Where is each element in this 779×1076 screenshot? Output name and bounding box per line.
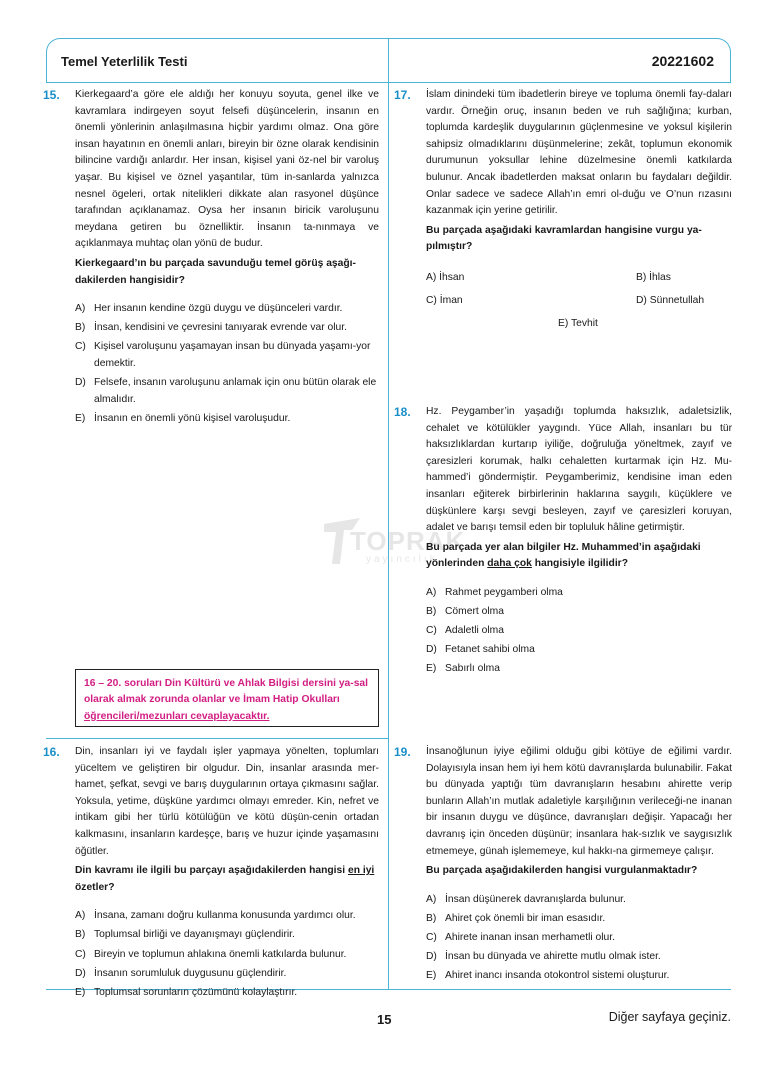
question-text: Kierkegaard’a göre ele aldığı her konuyu soyuta, genel ilke ve kavramlara indirgeyen soyut felsefi düşüncelerin, insanın en önemli yönlerinin anlaşılmasına hiçbir yardımı olmaz. Ona göre insan hayatının en önemli anları, bireyin bir özne olarak kendisinin bilincine vardığı anlardır. Her insan, kişisel yani öz-nel bir varoluş yaşar. Bu kişisel ve öznel yaşantılar, tüm in-sanlarda yalnızca nesnel ögeleri, ortak nitelikleri dikkate alan rasyonel düşünce tarafından açıklanamaz. Oysa her insanın biricik varoluşunu meydana getiren bu öznelliktir. İnsanın ta-nınmaya ve açıklanmaya muhtaç olan yönü de budur. bbox=[75, 89, 379, 250]
option-c[interactable]: C) İman bbox=[426, 294, 463, 306]
question-stem: Din kavramı ile ilgili bu parçayı aşağıdakilerden hangisi en iyi özetler? bbox=[75, 865, 375, 893]
option-b[interactable]: B) Toplumsal birliği ve dayanışmayı güçlendirir. bbox=[75, 929, 295, 941]
option-a[interactable]: A) Rahmet peygamberi olma bbox=[426, 586, 563, 598]
question-text: İnsanoğlunun iyiye eğilimi olduğu gibi kötüye de eğilimi vardır. Dolayısıyla insan hem iyi hem kötü davranışlarda bulunabilir. Fakat bu dünyada yaptığı tüm davranışların hesabını ahirette verip bunların Allah’ın mutlak adaletiyle karşılığının verileceği-ne inanan bir insanın duygu ve düşünce, davranışları değişir. Yapacağı her davranış için önceden düşünür; insanlara hak-sızlık ve saygısızlık etmemeye, günah işlememeye, kul hakkı-na girmemeye çalışır. bbox=[426, 746, 732, 857]
options-list bbox=[75, 908, 379, 1001]
options-list bbox=[426, 892, 732, 985]
question-stem: Kierkegaard’ın bu parçada savunduğu temel görüş aşağı-dakilerden hangisidir? bbox=[75, 257, 356, 286]
question-number: 19. bbox=[394, 745, 411, 759]
publisher-watermark: TOPRAK yayıncılık bbox=[322, 512, 452, 572]
option-d[interactable]: D) Fetanet sahibi olma bbox=[426, 644, 535, 656]
question-number: 18. bbox=[394, 405, 411, 419]
header-left-box bbox=[46, 38, 388, 82]
option-e[interactable]: E) Tevhit bbox=[558, 317, 598, 329]
option-c[interactable]: C) Bireyin ve toplumun ahlakına önemli katkılarda bulunur. bbox=[75, 948, 347, 960]
option-d[interactable]: D) İnsanın sorumluluk duygusunu güçlendirir. bbox=[75, 967, 287, 979]
question-stem: Bu parçada aşağıdaki kavramlardan hangisine vurgu ya-pılmıştır? bbox=[426, 224, 702, 253]
option-c[interactable]: C) Kişisel varoluşunu yaşamayan insan bu dünyada yaşamı-yor demektir. bbox=[75, 341, 371, 369]
option-a[interactable]: A) İhsan bbox=[426, 271, 465, 283]
next-page-note: Diğer sayfaya geçiniz. bbox=[608, 1010, 731, 1024]
question-stem: Bu parçada aşağıdakilerden hangisi vurgulanmaktadır? bbox=[426, 865, 698, 877]
option-b[interactable]: B) Ahiret çok önemli bir iman esasıdır. bbox=[426, 912, 606, 924]
page-number: 15 bbox=[377, 1012, 392, 1027]
question-number: 17. bbox=[394, 88, 411, 102]
option-c[interactable]: C) Ahirete inanan insan merhametli olur. bbox=[426, 931, 615, 943]
option-b[interactable]: B) İnsan, kendisini ve çevresini tanıyarak evrende var olur. bbox=[75, 322, 347, 334]
question-16 bbox=[43, 744, 379, 1004]
options-grid bbox=[426, 270, 732, 340]
question-text: Din, insanları iyi ve faydalı işler yapmaya yönelten, toplumları yüceltem ve geliştiren bir olgudur. Din, insanlar arasında mer-hamet, şefkat, sevgi ve barış duygularının ortaya çıkmasını sağlar. Yoksula, yetime, düşküne yardımcı olmayı emreder. Kin, nefret ve intikam gibi her türlü kötülüğün ve kötü düşün-cenin ortadan kalkmasını, insanların kardeşçe, barış ve huzur içinde yaşamasını öğütler. bbox=[75, 746, 379, 857]
option-c[interactable]: C) Adaletli olma bbox=[426, 625, 504, 637]
question-number: 15. bbox=[43, 88, 60, 102]
option-e[interactable]: E) İnsanın en önemli yönü kişisel varoluşudur. bbox=[75, 412, 291, 424]
test-title: Temel Yeterlilik Testi bbox=[61, 54, 188, 69]
question-stem: Bu parçada yer alan bilgiler Hz. Muhammed’in aşağıdaki yönlerinden daha çok hangisiyle ilgilidir? bbox=[426, 541, 701, 570]
header-right-box bbox=[388, 38, 731, 82]
options-list bbox=[426, 585, 732, 678]
booklet-code: 20221602 bbox=[651, 53, 714, 69]
options-list bbox=[75, 301, 379, 427]
option-d[interactable]: D) Felsefe, insanın varoluşunu anlamak için onu bütün olarak ele almalıdır. bbox=[75, 377, 377, 405]
option-b[interactable]: B) Cömert olma bbox=[426, 606, 504, 618]
left-section-divider bbox=[46, 738, 388, 739]
question-number: 16. bbox=[43, 745, 60, 759]
option-a[interactable]: A) İnsana, zamanı doğru kullanma konusunda yardımcı olur. bbox=[75, 910, 356, 922]
option-d[interactable]: D) İnsan bu dünyada ve ahirette mutlu olmak ister. bbox=[426, 951, 661, 963]
option-a[interactable]: A) İnsan düşünerek davranışlarda bulunur. bbox=[426, 893, 626, 905]
option-e[interactable]: E) Ahiret inancı insanda otokontrol sistemi oluşturur. bbox=[426, 970, 670, 982]
question-text: İslam dinindeki tüm ibadetlerin bireye ve topluma önemli fay-daları vardır. Örneğin oruç, insanın beden ve ruh sağlığına; kurban, toplumda kardeşlik duygularının güçlenmesine ve yoksul kişilerin sahipsiz olmadıklarını düşünmelerine; zekât, toplumun ekonomik durumunun yoksullar lehine düzelmesine önemli katkılarda bulunur. Ancak ibadetlerden maksat onların bu faydaları değildir. Onlar sadece ve sadece Allah’ın emri ol-duğu ve O’nun rızasını kazanmak için yerine getirilir. bbox=[426, 89, 732, 217]
option-d[interactable]: D) Sünnetullah bbox=[636, 294, 705, 306]
question-19 bbox=[394, 744, 732, 987]
option-e[interactable]: E) Toplumsal sorunların çözümünü kolaylaştırır. bbox=[75, 986, 298, 998]
eligibility-notice: 16 – 20. soruları Din Kültürü ve Ahlak Bilgisi dersini ya-sal olarak almak zorunda olanlar ve İmam Hatip Okulları öğrencileri/mezunları cevaplayacaktır. bbox=[75, 669, 379, 727]
option-b[interactable]: B) İhlas bbox=[636, 271, 671, 283]
question-text: Hz. Peygamber’in yaşadığı toplumda haksızlık, adaletsizlik, cehalet ve kötülükler yaygındı. Yüce Allah, insanları bu tür haksızlıklardan kurtarıp iyiliğe, doğruluğa yöneltmek, zayıf ve çaresizleri korumak, halkı cehaletten kurtarmak için Hz. Mu-hammed’i göndermiştir. Peygamberimiz, kendisine iman eden insanları eğiterek birbirlerinin haklarına saygılı, küçüklere ve düşkünlere karşı sevgi besleyen, zayıf ve çaresizleri koruyan, adalet ve barışı temsil eden bir topluluk hâline getirmiştir. bbox=[426, 406, 732, 534]
question-15 bbox=[43, 87, 379, 430]
option-a[interactable]: A) Her insanın kendine özgü duygu ve düşünceleri vardır. bbox=[75, 303, 343, 315]
question-17 bbox=[394, 87, 732, 340]
option-e[interactable]: E) Sabırlı olma bbox=[426, 663, 500, 675]
